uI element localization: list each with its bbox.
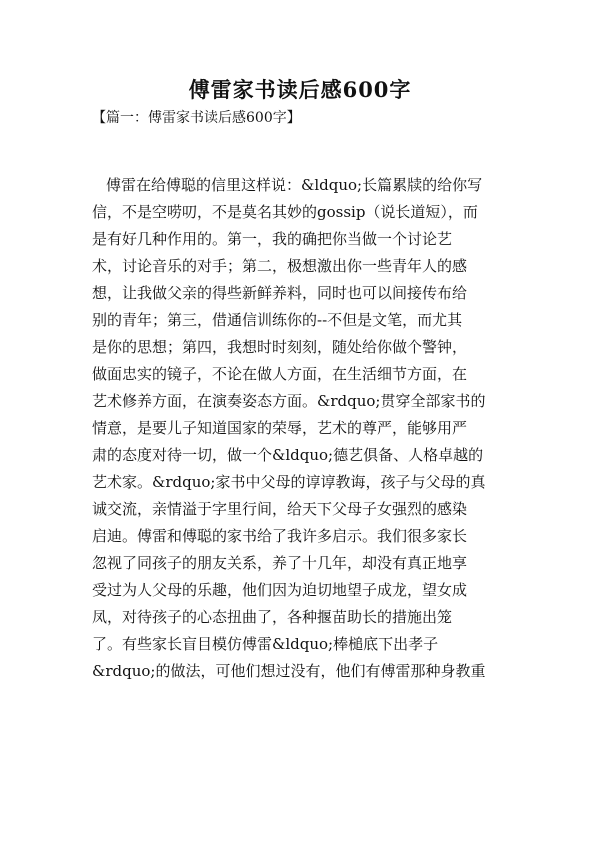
body-line: 傅雷在给傅聪的信里这样说：&ldquo;长篇累牍的给你写: [106, 176, 483, 194]
document-title: 傅雷家书读后感600字: [188, 77, 412, 102]
body-line: 想，让我做父亲的得些新鲜养料，同时也可以间接传布给: [92, 284, 468, 302]
body-line: 是你的思想；第四，我想时时刻刻，随处给你做个警钟，: [92, 338, 468, 356]
body-line: 了。有些家长盲目模仿傅雷&ldquo;棒槌底下出孝子: [92, 635, 439, 653]
body-line: 肃的态度对待一切，做一个&ldquo;德艺俱备、人格卓越的: [92, 446, 484, 464]
body-line: 受过为人父母的乐趣，他们因为迫切地望子成龙，望女成: [92, 581, 468, 599]
body-line: 凤，对待孩子的心态扭曲了，各种揠苗助长的措施出笼: [92, 608, 453, 626]
body-line: 是有好几种作用的。第一，我的确把你当做一个讨论艺: [92, 230, 453, 248]
body-line: 情意，是要儿子知道国家的荣辱，艺术的尊严，能够用严: [92, 419, 468, 437]
body-line: 诚交流，亲情溢于字里行间，给天下父母子女强烈的感染: [92, 500, 468, 518]
body-line: 艺术家。&rdquo;家书中父母的谆谆教诲，孩子与父母的真: [92, 473, 486, 491]
body-line: 做面忠实的镜子，不论在做人方面，在生活细节方面，在: [92, 365, 468, 383]
body-line: 启迪。傅雷和傅聪的家书给了我许多启示。我们很多家长: [92, 527, 468, 545]
body-line: 别的青年；第三，借通信训练你的--不但是文笔，而尤其: [92, 311, 463, 329]
body-line: 忽视了同孩子的朋友关系，养了十几年，却没有真正地享: [92, 554, 468, 572]
section-heading: 【篇一：傅雷家书读后感600字】: [92, 110, 301, 126]
body-line: 术，讨论音乐的对手；第二，极想激出你一些青年人的感: [92, 257, 468, 275]
body-text: [92, 172, 512, 685]
body-line: &rdquo;的做法，可他们想过没有，他们有傅雷那种身教重: [92, 662, 486, 680]
body-line: 艺术修养方面，在演奏姿态方面。&rdquo;贯穿全部家书的: [92, 392, 486, 410]
body-line: 信，不是空唠叨，不是莫名其妙的gossip（说长道短），而: [92, 203, 478, 221]
